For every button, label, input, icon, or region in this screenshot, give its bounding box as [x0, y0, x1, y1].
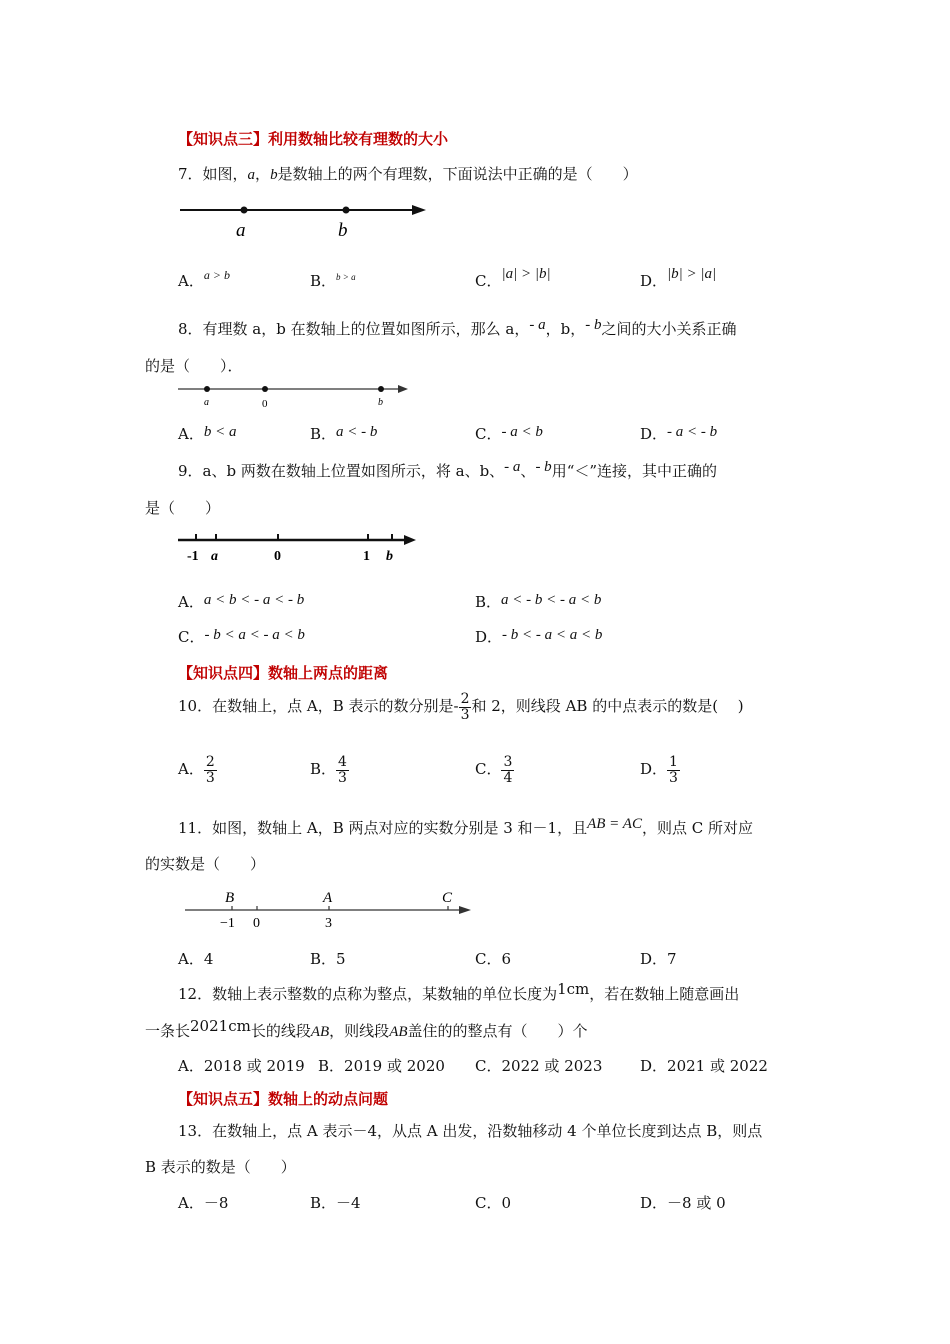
- q11-axis-label-C: C: [442, 890, 453, 906]
- q8-option-c[interactable]: C．- a < b: [475, 424, 543, 443]
- q13-option-a[interactable]: A．－8: [178, 1194, 229, 1212]
- q8-number-line: [178, 382, 418, 412]
- q7-axis-label-b: b: [338, 220, 348, 241]
- q9-option-b[interactable]: B．a < - b < - a < b: [475, 592, 602, 611]
- question-11-line-1: 11．如图，数轴上 A，B 两点对应的实数分别是 3 和－1，且AB = AC，则点 C 所对应: [178, 816, 753, 837]
- q10-option-c[interactable]: C． $\frac{3}{4}$: [475, 754, 513, 786]
- q7-number-line: [178, 200, 438, 245]
- question-11-line-2: 的实数是（ ）: [145, 855, 266, 873]
- q12-option-d[interactable]: D．2021 或 2022: [640, 1057, 768, 1075]
- q7-option-a[interactable]: A．$^{a > b}$: [178, 268, 230, 290]
- q10-option-a[interactable]: A． $\frac{2}{3}$: [178, 754, 215, 786]
- q11-axis-label-0: 0: [253, 916, 260, 931]
- q7-axis-label-a: a: [236, 220, 246, 241]
- section-heading-3: 【知识点三】利用数轴比较有理数的大小: [178, 130, 449, 148]
- q11-option-b[interactable]: B．5: [310, 950, 346, 968]
- q11-option-d[interactable]: D．7: [640, 950, 677, 968]
- section-heading-4: 【知识点四】数轴上两点的距离: [178, 664, 389, 682]
- q11-axis-label-3: 3: [325, 916, 332, 931]
- q8-option-d[interactable]: D．- a < - b: [640, 424, 718, 443]
- q10-option-d[interactable]: D． $\frac{1}{3}$: [640, 754, 678, 786]
- q10-fraction: $\frac{2}{3}$: [460, 691, 470, 723]
- q8-axis-label-b: b: [378, 397, 383, 408]
- q7-option-c[interactable]: C．|a| > |b|: [475, 266, 551, 290]
- q13-option-d[interactable]: D．－8 或 0: [640, 1194, 726, 1212]
- q8-axis-label-a: a: [204, 397, 209, 408]
- q8-option-b[interactable]: B．a < - b: [310, 424, 378, 443]
- question-9-line-1: 9．a、b 两数在数轴上位置如图所示，将 a、b、- a、- b用“＜”连接，其中正确的: [178, 459, 718, 480]
- question-7-text: 7．如图，a，b是数轴上的两个有理数，下面说法中正确的是（ ）: [178, 165, 638, 183]
- q9-number-line: [178, 528, 423, 566]
- q8-axis-label-0: 0: [262, 398, 268, 410]
- q9-axis-label-0: 0: [274, 549, 281, 564]
- q7-option-d[interactable]: D．|b| > |a|: [640, 266, 717, 290]
- q9-option-c[interactable]: C．- b < a < - a < b: [178, 627, 305, 646]
- q11-option-a[interactable]: A．4: [178, 950, 214, 968]
- q13-option-b[interactable]: B．－4: [310, 1194, 361, 1212]
- q11-axis-label-A: A: [323, 890, 333, 906]
- question-12-line-2: 一条长2021cm长的线段AB，则线段AB盖住的的整点有（ ）个: [145, 1017, 588, 1040]
- q11-axis-label-neg1: −1: [220, 916, 235, 931]
- q9-axis-label-a: a: [211, 549, 218, 564]
- q8-option-a[interactable]: A．b < a: [178, 424, 237, 443]
- q10-option-b[interactable]: B． $\frac{4}{3}$: [310, 754, 347, 786]
- q9-option-d[interactable]: D．- b < - a < a < b: [475, 627, 603, 646]
- question-13-line-1: 13．在数轴上，点 A 表示－4，从点 A 出发，沿数轴移动 4 个单位长度到达点 B，则点: [178, 1122, 763, 1140]
- section-heading-5: 【知识点五】数轴上的动点问题: [178, 1090, 389, 1108]
- q11-number-line: [185, 886, 480, 931]
- q9-option-a[interactable]: A．a < b < - a < - b: [178, 592, 305, 611]
- q9-axis-label-neg1: -1: [187, 549, 199, 564]
- q12-option-b[interactable]: B．2019 或 2020: [318, 1057, 445, 1075]
- q11-option-c[interactable]: C．6: [475, 950, 512, 968]
- question-10-text: 10．在数轴上，点 A，B 表示的数分别是- $\frac{2}{3}$ 和 2，则线段 AB 的中点表示的数是( ): [178, 691, 744, 723]
- q9-axis-label-b: b: [386, 549, 393, 564]
- question-12-line-1: 12．数轴上表示整数的点称为整点，某数轴的单位长度为1cm，若在数轴上随意画出: [178, 980, 740, 1003]
- q7-option-b[interactable]: B．$^{b > a}$: [310, 272, 356, 290]
- question-13-line-2: B 表示的数是（ ）: [145, 1158, 296, 1176]
- question-8-line-1: 8．有理数 a，b 在数轴上的位置如图所示，那么 a，- a，b，- b之间的大小关系正确: [178, 317, 737, 338]
- q12-option-c[interactable]: C．2022 或 2023: [475, 1057, 603, 1075]
- question-8-line-2: 的是（ ）．: [145, 357, 243, 375]
- q13-option-c[interactable]: C．0: [475, 1194, 512, 1212]
- q9-axis-label-1: 1: [363, 549, 370, 564]
- q11-axis-label-B: B: [225, 890, 235, 906]
- q12-option-a[interactable]: A．2018 或 2019: [178, 1057, 305, 1075]
- question-9-line-2: 是（ ）: [145, 499, 221, 517]
